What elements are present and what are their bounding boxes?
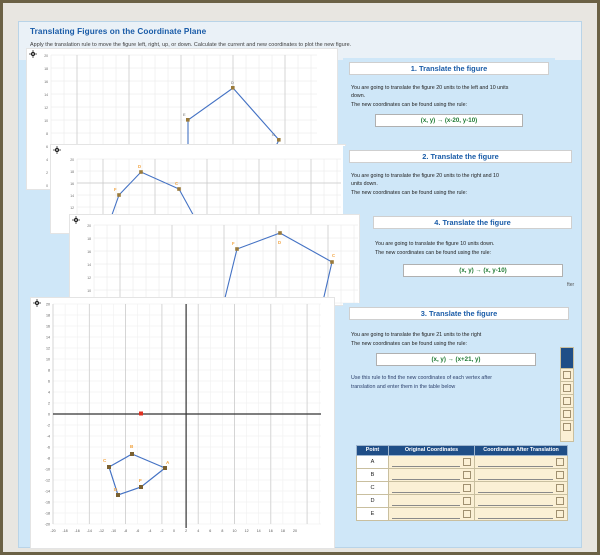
svg-text:-4: -4 — [148, 529, 152, 533]
graph-panel-3[interactable] — [69, 214, 360, 306]
svg-text:18: 18 — [44, 67, 48, 71]
svg-text:8: 8 — [46, 132, 48, 136]
row-point-label: C — [357, 482, 389, 495]
svg-text:8: 8 — [221, 529, 224, 533]
table-row — [357, 495, 568, 508]
svg-text:4: 4 — [48, 390, 50, 395]
checkbox-icon[interactable] — [463, 484, 471, 492]
original-coordinate-input[interactable] — [392, 510, 460, 519]
svg-text:20: 20 — [46, 302, 50, 307]
row-point-label: B — [357, 469, 389, 482]
cell-original[interactable] — [389, 469, 475, 482]
svg-text:0: 0 — [46, 184, 48, 188]
table-header-row — [357, 446, 568, 456]
strip-row[interactable] — [561, 368, 573, 381]
strip-row[interactable] — [561, 420, 573, 433]
svg-text:18: 18 — [280, 529, 285, 533]
svg-text:F: F — [139, 478, 142, 483]
svg-text:12: 12 — [70, 206, 74, 210]
original-coordinate-input[interactable] — [392, 497, 460, 506]
strip-row[interactable] — [561, 381, 573, 394]
svg-text:D: D — [138, 164, 142, 169]
table-row — [357, 508, 568, 521]
table-row — [357, 469, 568, 482]
svg-text:D: D — [114, 487, 118, 492]
card-2-title: 2. Translate the figure — [349, 150, 572, 163]
card-3-foot-line-2: translation and enter them in the table below — [351, 384, 456, 390]
card-4-title: 4. Translate the figure — [373, 216, 572, 229]
strip-row[interactable] — [561, 407, 573, 420]
svg-text:10: 10 — [87, 289, 91, 293]
card-4-body-line-2: The new coordinates can be found using the rule: — [375, 250, 492, 256]
table-body — [357, 456, 568, 521]
svg-text:2: 2 — [48, 401, 50, 406]
svg-text:12: 12 — [46, 346, 50, 351]
instruction-card-4 — [367, 212, 578, 292]
svg-text:-10: -10 — [110, 529, 117, 533]
svg-text:4: 4 — [197, 529, 200, 533]
svg-text:6: 6 — [46, 145, 48, 149]
svg-text:10: 10 — [44, 119, 48, 123]
svg-text:-4: -4 — [46, 434, 50, 439]
translated-coordinate-input[interactable] — [478, 497, 553, 506]
svg-text:-10: -10 — [44, 467, 50, 472]
svg-text:E: E — [183, 112, 186, 117]
svg-text:-12: -12 — [44, 478, 50, 483]
svg-text:0: 0 — [48, 412, 50, 417]
checkbox-icon[interactable] — [556, 510, 564, 518]
svg-text:16: 16 — [70, 182, 74, 186]
card-2-body-line-2: units down. — [351, 181, 378, 187]
instruction-card-1 — [343, 58, 555, 134]
svg-text:-2: -2 — [46, 423, 50, 428]
svg-text:-14: -14 — [86, 529, 92, 533]
svg-text:B: B — [130, 444, 134, 449]
page-title: Translating Figures on the Coordinate Plane — [30, 27, 207, 36]
svg-text:-2: -2 — [160, 529, 164, 533]
checkbox-icon[interactable] — [563, 384, 571, 392]
svg-text:C: C — [103, 458, 107, 463]
svg-text:C: C — [332, 253, 336, 258]
gear-icon[interactable] — [53, 146, 61, 154]
svg-text:6: 6 — [48, 379, 50, 384]
svg-text:F: F — [114, 187, 117, 192]
cell-translated[interactable] — [475, 456, 568, 469]
svg-text:20: 20 — [87, 224, 91, 228]
svg-text:20: 20 — [293, 529, 297, 533]
card-1-rule: (x, y) → (x-20, y-10) — [375, 114, 523, 127]
svg-text:10: 10 — [46, 357, 50, 362]
card-3-rule: (x, y) → (x+21, y) — [376, 353, 536, 366]
strip-header — [561, 348, 573, 368]
svg-text:18: 18 — [70, 170, 74, 174]
col-header-translated: Coordinates After Translation — [475, 446, 568, 456]
card-3-body-line-2: The new coordinates can be found using the rule: — [351, 341, 468, 347]
card-3-title: 3. Translate the figure — [349, 307, 569, 320]
row-point-label: D — [357, 495, 389, 508]
table-row — [357, 482, 568, 495]
card-2-body-line-1: You are going to translate the figure 20 units to the right and 10 — [351, 173, 499, 179]
svg-text:12: 12 — [244, 529, 249, 533]
checkbox-icon[interactable] — [563, 410, 571, 418]
cell-original[interactable] — [389, 508, 475, 521]
svg-text:C: C — [175, 181, 179, 186]
svg-text:-6: -6 — [46, 445, 50, 450]
checkbox-icon[interactable] — [556, 497, 564, 505]
svg-text:-16: -16 — [74, 529, 80, 533]
gear-icon[interactable] — [72, 216, 80, 224]
row-point-label: A — [357, 456, 389, 469]
svg-text:-14: -14 — [44, 489, 50, 494]
original-coordinate-input[interactable] — [392, 484, 460, 493]
svg-text:F: F — [232, 241, 235, 246]
graph-main-canvas — [31, 298, 335, 549]
card-1-body-line-1: You are going to translate the figure 20 units to the left and 10 units — [351, 85, 509, 91]
graph-3-canvas — [70, 215, 360, 306]
application-window — [3, 3, 597, 552]
card-1-body-line-3: The new coordinates can be found using the rule: — [351, 102, 468, 108]
svg-text:A: A — [166, 460, 170, 465]
row-point-label: E — [357, 508, 389, 521]
cell-original[interactable] — [389, 495, 475, 508]
svg-text:14: 14 — [44, 93, 48, 97]
svg-text:14: 14 — [256, 529, 261, 533]
checkbox-icon[interactable] — [463, 458, 471, 466]
svg-text:14: 14 — [87, 263, 91, 267]
translated-coordinate-input[interactable] — [478, 510, 553, 519]
svg-text:-18: -18 — [62, 529, 68, 533]
original-coordinate-input[interactable] — [392, 471, 460, 480]
checkbox-icon[interactable] — [463, 471, 471, 479]
svg-text:18: 18 — [87, 237, 91, 241]
card-4-body-line-1: You are going to translate the figure 10 units down. — [375, 241, 495, 247]
svg-text:14: 14 — [46, 335, 50, 340]
cell-original[interactable] — [389, 456, 475, 469]
svg-text:18: 18 — [46, 313, 50, 318]
svg-text:20: 20 — [44, 54, 48, 58]
svg-text:16: 16 — [46, 324, 50, 329]
card-1-title: 1. Translate the figure — [349, 62, 549, 75]
svg-text:-20: -20 — [50, 529, 56, 533]
checkbox-icon[interactable] — [556, 484, 564, 492]
checkbox-icon[interactable] — [463, 510, 471, 518]
page-subtitle: Apply the translation rule to move the figure left, right, up, or down. Calculate the current and new coordinates to plot the new figure. — [30, 42, 352, 48]
svg-text:6: 6 — [209, 529, 212, 533]
translated-coordinate-input[interactable] — [478, 484, 553, 493]
col-header-original: Original Coordinates — [389, 446, 475, 456]
cell-translated[interactable] — [475, 482, 568, 495]
svg-text:-20: -20 — [44, 522, 50, 527]
graph-panel-main[interactable] — [30, 297, 335, 549]
svg-text:2: 2 — [46, 171, 48, 175]
checkbox-icon[interactable] — [563, 423, 571, 431]
svg-text:-18: -18 — [44, 511, 50, 516]
cell-translated[interactable] — [475, 508, 568, 521]
svg-text:D: D — [278, 240, 282, 245]
cell-translated[interactable] — [475, 495, 568, 508]
card-1-body-line-2: down. — [351, 93, 366, 99]
svg-text:D: D — [231, 80, 234, 85]
svg-text:0: 0 — [173, 529, 175, 533]
card-2-body-line-3: The new coordinates can be found using the rule: — [351, 190, 468, 196]
svg-text:2: 2 — [185, 529, 188, 533]
svg-text:4: 4 — [46, 158, 48, 162]
svg-text:14: 14 — [70, 194, 74, 198]
partial-after-label: fter — [567, 282, 575, 288]
gear-icon[interactable] — [33, 299, 41, 307]
checkbox-icon[interactable] — [556, 458, 564, 466]
translated-coordinate-input[interactable] — [478, 471, 553, 480]
checkbox-icon[interactable] — [563, 397, 571, 405]
svg-text:-8: -8 — [123, 529, 128, 533]
strip-row[interactable] — [561, 394, 573, 407]
svg-text:8: 8 — [48, 368, 50, 373]
checkbox-icon[interactable] — [556, 471, 564, 479]
coordinates-table — [356, 445, 568, 521]
col-header-point: Point — [357, 446, 389, 456]
card-3-foot-line-1: Use this rule to find the new coordinates of each vertex after — [351, 375, 493, 381]
translated-coordinate-input[interactable] — [478, 458, 553, 467]
svg-text:16: 16 — [268, 529, 273, 533]
svg-text:-16: -16 — [44, 500, 50, 505]
instruction-card-3 — [343, 303, 575, 411]
svg-text:-12: -12 — [98, 529, 105, 533]
instruction-card-2 — [343, 146, 578, 214]
svg-text:-8: -8 — [46, 456, 50, 461]
svg-text:12: 12 — [87, 276, 91, 280]
cell-original[interactable] — [389, 482, 475, 495]
svg-text:C: C — [272, 132, 275, 137]
gear-icon[interactable] — [29, 50, 37, 58]
svg-text:20: 20 — [70, 158, 74, 162]
svg-text:16: 16 — [87, 250, 91, 254]
checkbox-icon[interactable] — [563, 371, 571, 379]
original-coordinate-input[interactable] — [392, 458, 460, 467]
table-row — [357, 456, 568, 469]
svg-text:16: 16 — [44, 80, 48, 84]
svg-text:-6: -6 — [136, 529, 140, 533]
checkbox-icon[interactable] — [463, 497, 471, 505]
origin-marker — [139, 412, 143, 416]
card-4-rule: (x, y) → (x, y-10) — [403, 264, 563, 277]
cell-translated[interactable] — [475, 469, 568, 482]
card-3-body-line-1: You are going to translate the figure 21 units to the right — [351, 332, 482, 338]
worksheet-page — [18, 21, 582, 548]
svg-text:12: 12 — [44, 106, 48, 110]
svg-text:10: 10 — [232, 529, 237, 533]
table-overflow-strip — [560, 347, 574, 442]
